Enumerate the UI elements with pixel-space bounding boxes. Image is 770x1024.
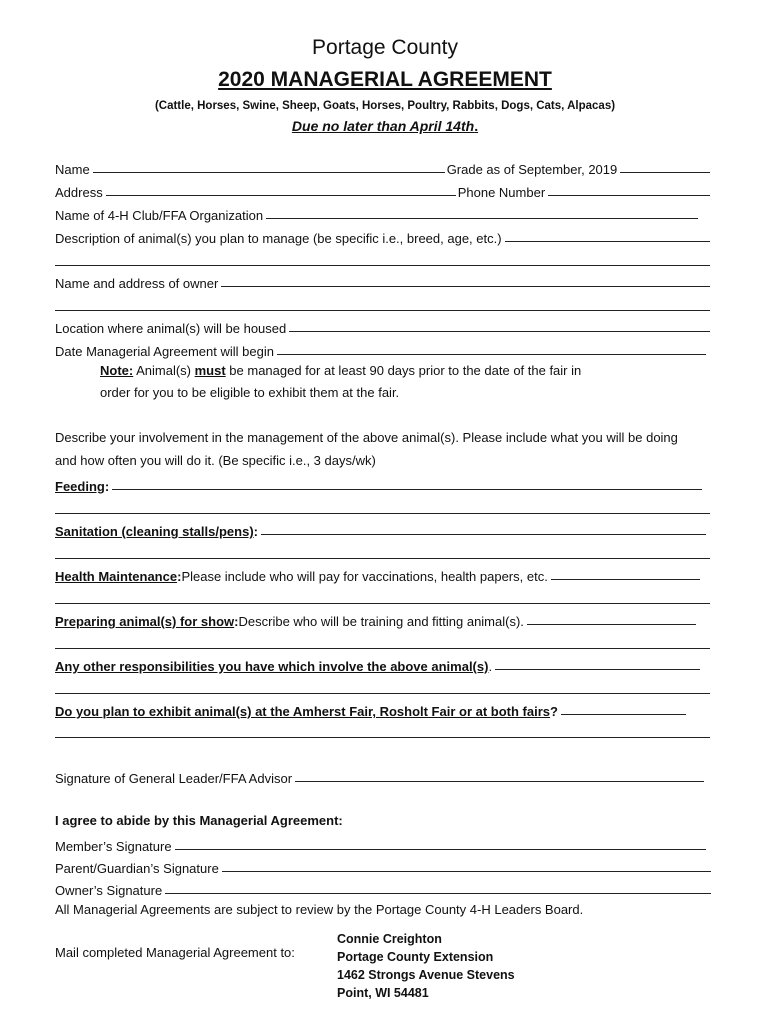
mail-address-line: Point, WI 54481: [337, 986, 429, 1000]
involvement-line-1: Describe your involvement in the management of the above animal(s). Please include what you will be doing: [55, 430, 678, 445]
owner-label: Name and address of owner: [55, 276, 219, 291]
owner-line-2[interactable]: [55, 310, 710, 311]
other-field[interactable]: [495, 668, 700, 670]
sanitation-line-2[interactable]: [55, 558, 710, 559]
parent-signature-label: Parent/Guardian’s Signature: [55, 861, 219, 876]
description-row: [55, 226, 712, 246]
mail-address-line: Portage County Extension: [337, 950, 494, 964]
mail-address-line: Connie Creighton: [337, 932, 442, 946]
phone-field[interactable]: [548, 194, 710, 196]
due-date-suffix: .: [474, 118, 479, 134]
other-label: Any other responsibilities you have which involve the above animal(s): [55, 659, 489, 674]
preparing-text: Describe who will be training and fitting animal(s).: [238, 614, 524, 629]
fairs-line-2[interactable]: [55, 737, 710, 738]
club-label: Name of 4-H Club/FFA Organization: [55, 208, 264, 223]
county-heading: Portage County: [312, 36, 458, 59]
description-label: Description of animal(s) you plan to manage (be specific i.e., breed, age, etc.): [55, 231, 502, 246]
species-list: (Cattle, Horses, Swine, Sheep, Goats, Horses, Poultry, Rabbits, Dogs, Cats, Alpacas): [154, 100, 616, 112]
club-row: [55, 203, 700, 223]
fairs-field[interactable]: [561, 713, 686, 715]
location-label: Location where animal(s) will be housed: [55, 321, 287, 336]
club-field[interactable]: [266, 217, 698, 219]
sanitation-row: Sanitation (cleaning stalls/pens) :: [55, 519, 708, 539]
address-label: Address: [55, 185, 103, 200]
name-grade-row: [55, 157, 712, 177]
grade-label: Grade as of September, 2019: [446, 162, 618, 177]
note-must: must: [194, 363, 226, 378]
owner-signature-label: Owner’s Signature: [55, 883, 163, 898]
note-text-a: Animal(s): [133, 363, 195, 378]
owner-signature-row: [55, 878, 713, 898]
health-line-2[interactable]: [55, 603, 710, 604]
feeding-label: Feeding: [55, 479, 105, 494]
fairs-label: Do you plan to exhibit animal(s) at the Amherst Fair, Rosholt Fair or at both fairs: [55, 704, 551, 719]
health-label: Health Maintenance: [55, 569, 178, 584]
date-begin-row: [55, 339, 708, 359]
name-field[interactable]: [93, 171, 445, 173]
leader-signature-field[interactable]: [295, 780, 704, 782]
location-row: [55, 316, 712, 336]
feeding-row: Feeding :: [55, 474, 704, 494]
due-date: [0, 118, 770, 134]
other-row: Any other responsibilities you have which involve the above animal(s) .: [55, 654, 702, 674]
location-field[interactable]: [289, 330, 710, 332]
address-phone-row: [55, 180, 712, 200]
note-line-2: order for you to be eligible to exhibit them at the fair.: [100, 385, 400, 400]
note-label: Note:: [100, 363, 134, 378]
date-begin-field[interactable]: [277, 353, 706, 355]
health-text: Please include who will pay for vaccinations, health papers, etc.: [181, 569, 548, 584]
sanitation-field[interactable]: [261, 533, 706, 535]
feeding-line-2[interactable]: [55, 513, 710, 514]
parent-signature-field[interactable]: [222, 870, 711, 872]
grade-field[interactable]: [620, 171, 710, 173]
description-field[interactable]: [505, 240, 710, 242]
name-label: Name: [55, 162, 90, 177]
note-text-b: be managed for at least 90 days prior to the date of the fair in: [225, 363, 582, 378]
leader-signature-label: Signature of General Leader/FFA Advisor: [55, 771, 293, 786]
other-line-2[interactable]: [55, 693, 710, 694]
owner-field[interactable]: [221, 285, 710, 287]
member-signature-label: Member’s Signature: [55, 839, 172, 854]
mail-label: Mail completed Managerial Agreement to:: [55, 945, 295, 960]
sanitation-label: Sanitation (cleaning stalls/pens): [55, 524, 254, 539]
review-note: All Managerial Agreements are subject to review by the Portage County 4-H Leaders Board.: [55, 902, 584, 917]
owner-row: [55, 271, 712, 291]
mail-address-line: 1462 Strongs Avenue Stevens: [337, 968, 515, 982]
parent-signature-row: [55, 856, 713, 876]
leader-signature-row: [55, 766, 706, 786]
owner-signature-field[interactable]: [165, 892, 711, 894]
note-line-1: [100, 363, 581, 378]
agree-heading: I agree to abide by this Managerial Agreement:: [55, 813, 343, 828]
feeding-field[interactable]: [112, 488, 702, 490]
preparing-field[interactable]: [527, 623, 696, 625]
due-date-text: Due no later than April 14th: [291, 118, 475, 134]
phone-label: Phone Number: [457, 185, 546, 200]
fairs-row: Do you plan to exhibit animal(s) at the Amherst Fair, Rosholt Fair or at both fairs ?: [55, 699, 688, 719]
health-field[interactable]: [551, 578, 700, 580]
address-field[interactable]: [106, 194, 456, 196]
involvement-line-2: and how often you will do it. (Be specific i.e., 3 days/wk): [55, 453, 376, 468]
preparing-label: Preparing animal(s) for show: [55, 614, 235, 629]
preparing-row: Preparing animal(s) for show : Describe who will be training and fitting animal(s).: [55, 609, 698, 629]
preparing-line-2[interactable]: [55, 648, 710, 649]
member-signature-row: [55, 834, 708, 854]
form-title: 2020 MANAGERIAL AGREEMENT: [218, 68, 552, 91]
member-signature-field[interactable]: [175, 848, 706, 850]
date-begin-label: Date Managerial Agreement will begin: [55, 344, 274, 359]
mail-address: [337, 930, 515, 1002]
health-row: Health Maintenance : Please include who will pay for vaccinations, health papers, etc.: [55, 564, 702, 584]
description-line-2[interactable]: [55, 265, 710, 266]
